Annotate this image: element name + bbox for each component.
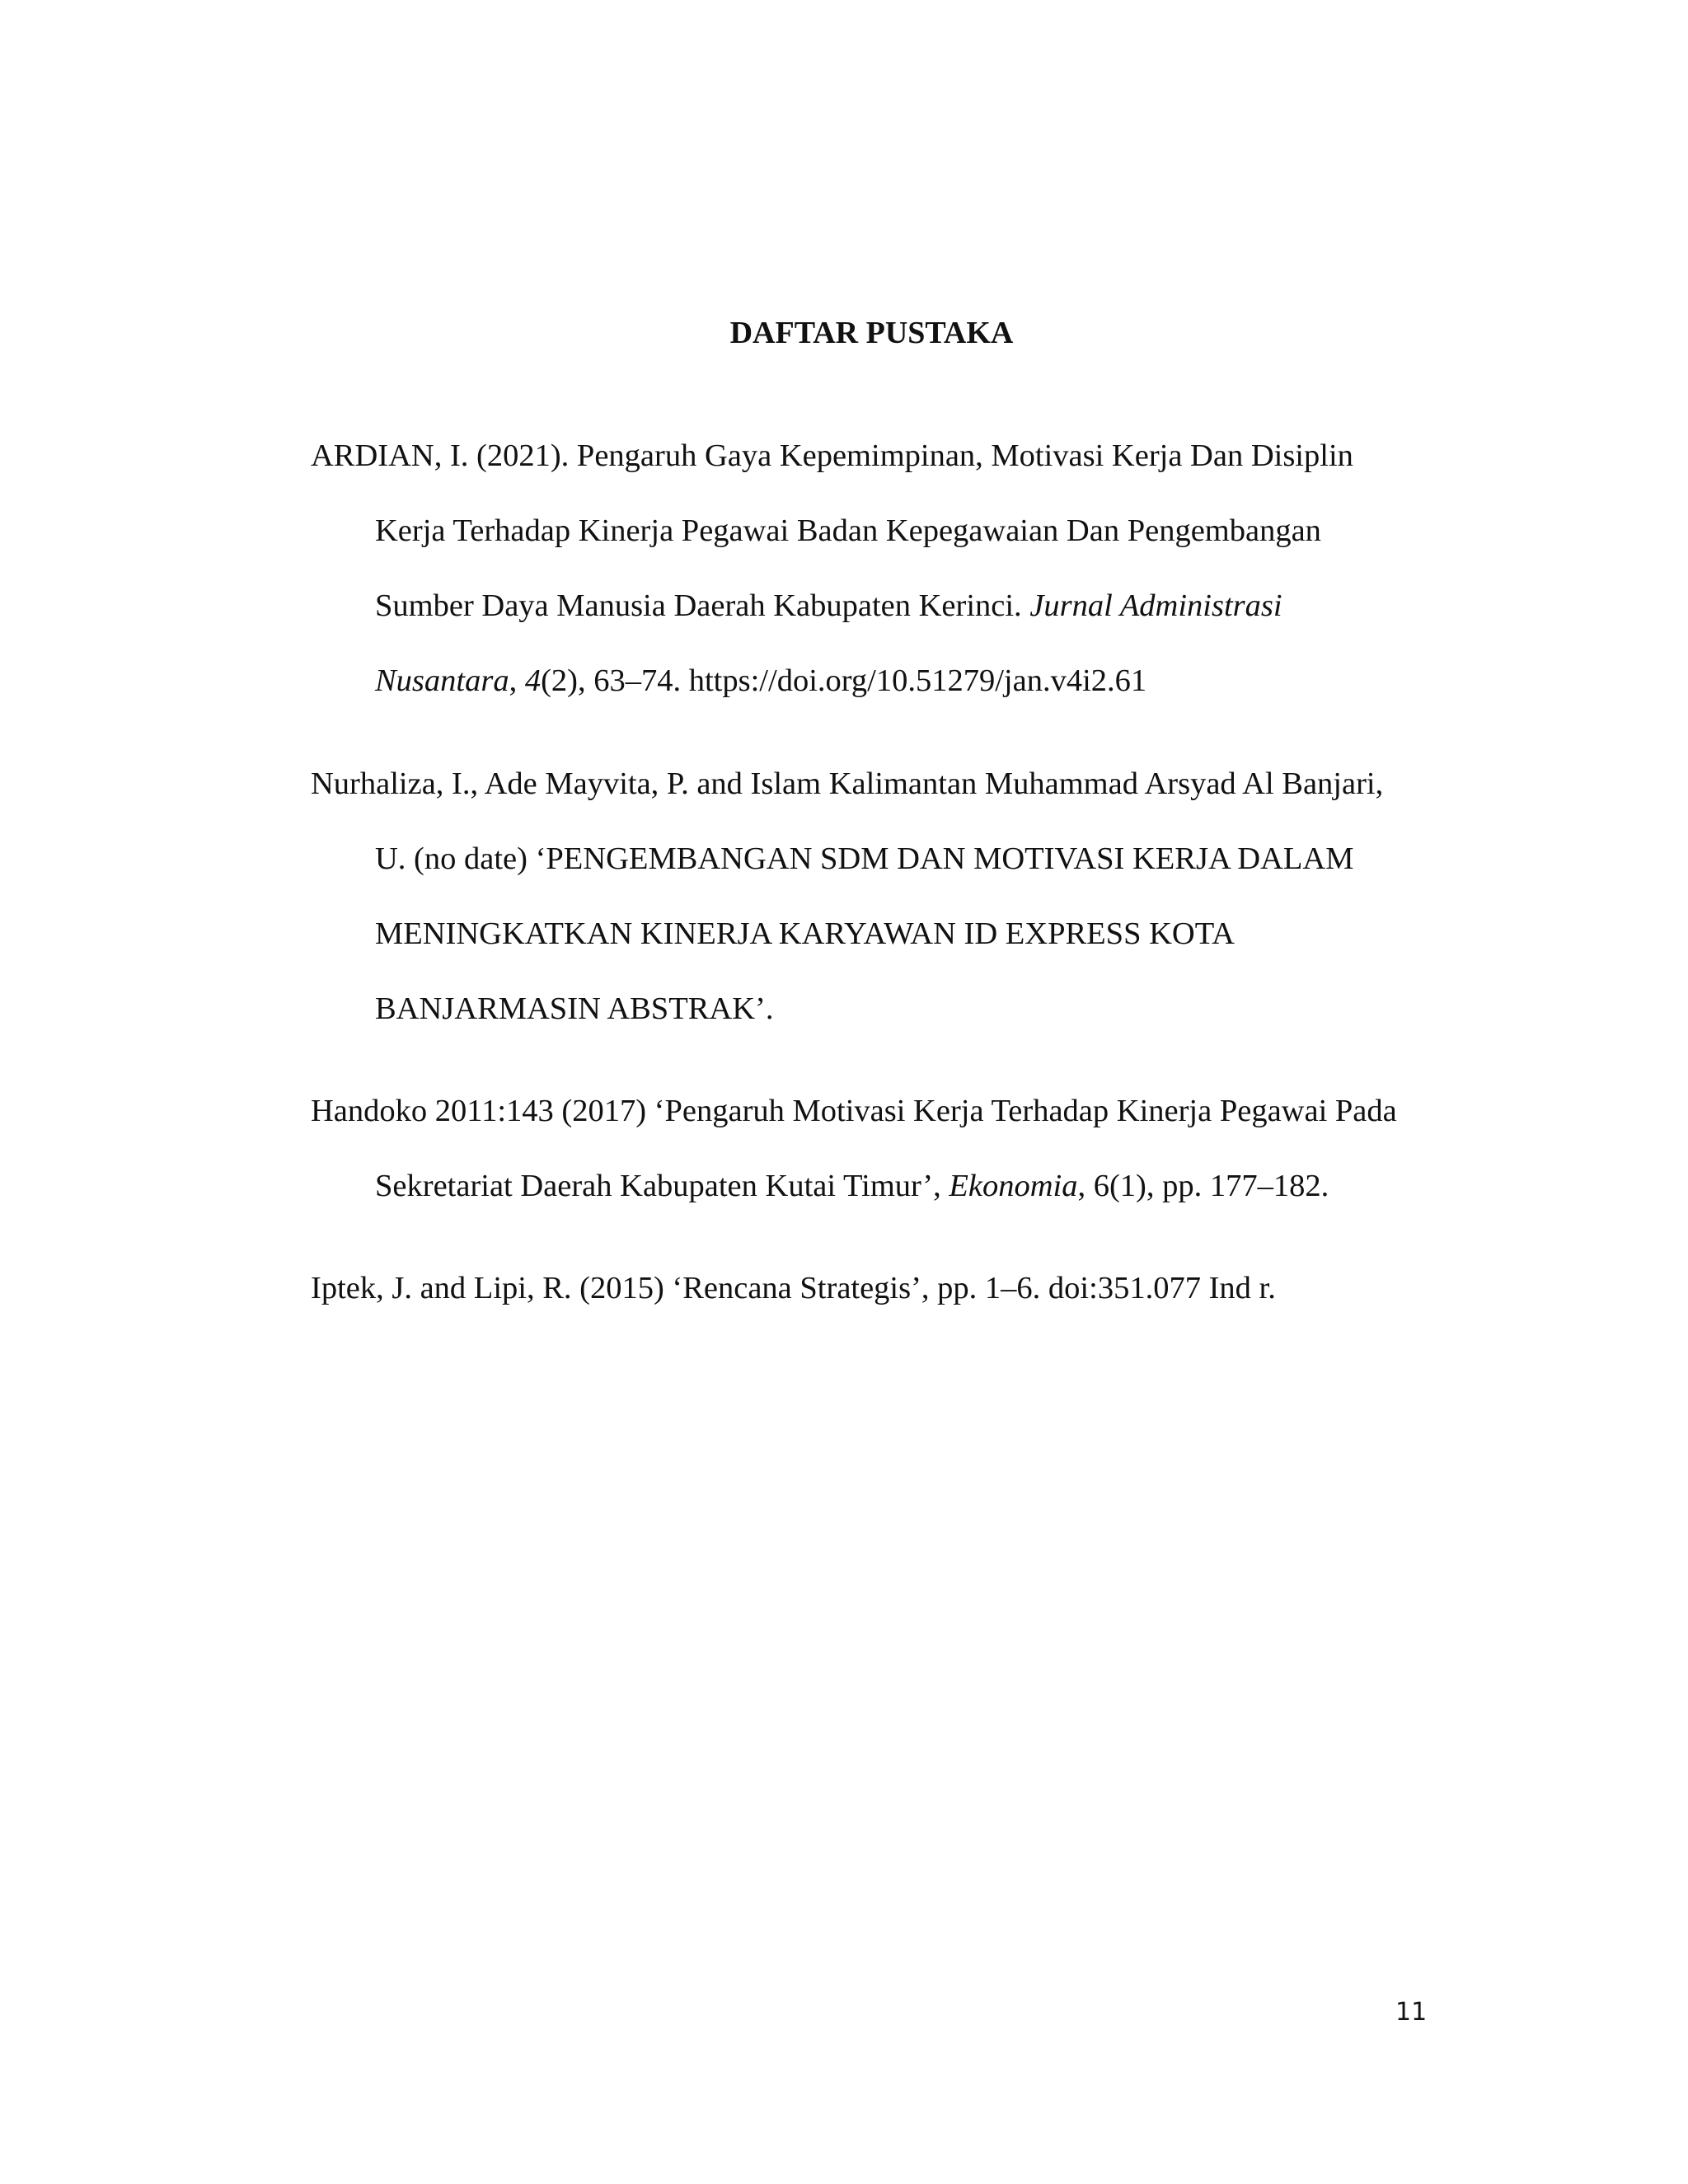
journal-name: Nusantara — [375, 663, 509, 698]
reference-line — [375, 659, 1146, 702]
page-number: 11 — [1395, 1998, 1428, 2027]
reference-text: Sekretariat Daerah Kabupaten Kutai Timur’, — [375, 1169, 950, 1203]
volume-number: 4 — [524, 663, 542, 698]
reference-line: Nurhaliza, I., Ade Mayvita, P. and Islam Kalimantan Muhammad Arsyad Al Banjari, — [311, 766, 1384, 801]
reference-text: , — [509, 663, 525, 698]
reference-line: BANJARMASIN ABSTRAK’. — [375, 991, 774, 1026]
reference-line: Kerja Terhadap Kinerja Pegawai Badan Kepegawaian Dan Pengembangan — [375, 513, 1321, 548]
reference-text: , 6(1), pp. 177–182. — [1077, 1169, 1329, 1203]
reference-text: (2), 63–74. https://doi.org/10.51279/jan.v4i2.61 — [541, 663, 1147, 698]
reference-line: ARDIAN, I. (2021). Pengaruh Gaya Kepemimpinan, Motivasi Kerja Dan Disiplin — [311, 438, 1353, 473]
reference-line — [375, 1165, 1329, 1207]
page-title: DAFTAR PUSTAKA — [729, 316, 1014, 350]
reference-line: U. (no date) ‘PENGEMBANGAN SDM DAN MOTIVASI KERJA DALAM — [375, 841, 1354, 876]
journal-name: Jurnal Administrasi — [1029, 588, 1282, 623]
reference-text: Sumber Daya Manusia Daerah Kabupaten Kerinci. — [375, 588, 1030, 623]
reference-line: MENINGKATKAN KINERJA KARYAWAN ID EXPRESS KOTA — [375, 916, 1235, 951]
reference-line — [375, 584, 1282, 627]
reference-line: Iptek, J. and Lipi, R. (2015) ‘Rencana Strategis’, pp. 1–6. doi:351.077 Ind r. — [311, 1271, 1276, 1305]
reference-line: Handoko 2011:143 (2017) ‘Pengaruh Motivasi Kerja Terhadap Kinerja Pegawai Pada — [311, 1094, 1397, 1128]
journal-name: Ekonomia — [949, 1169, 1078, 1203]
